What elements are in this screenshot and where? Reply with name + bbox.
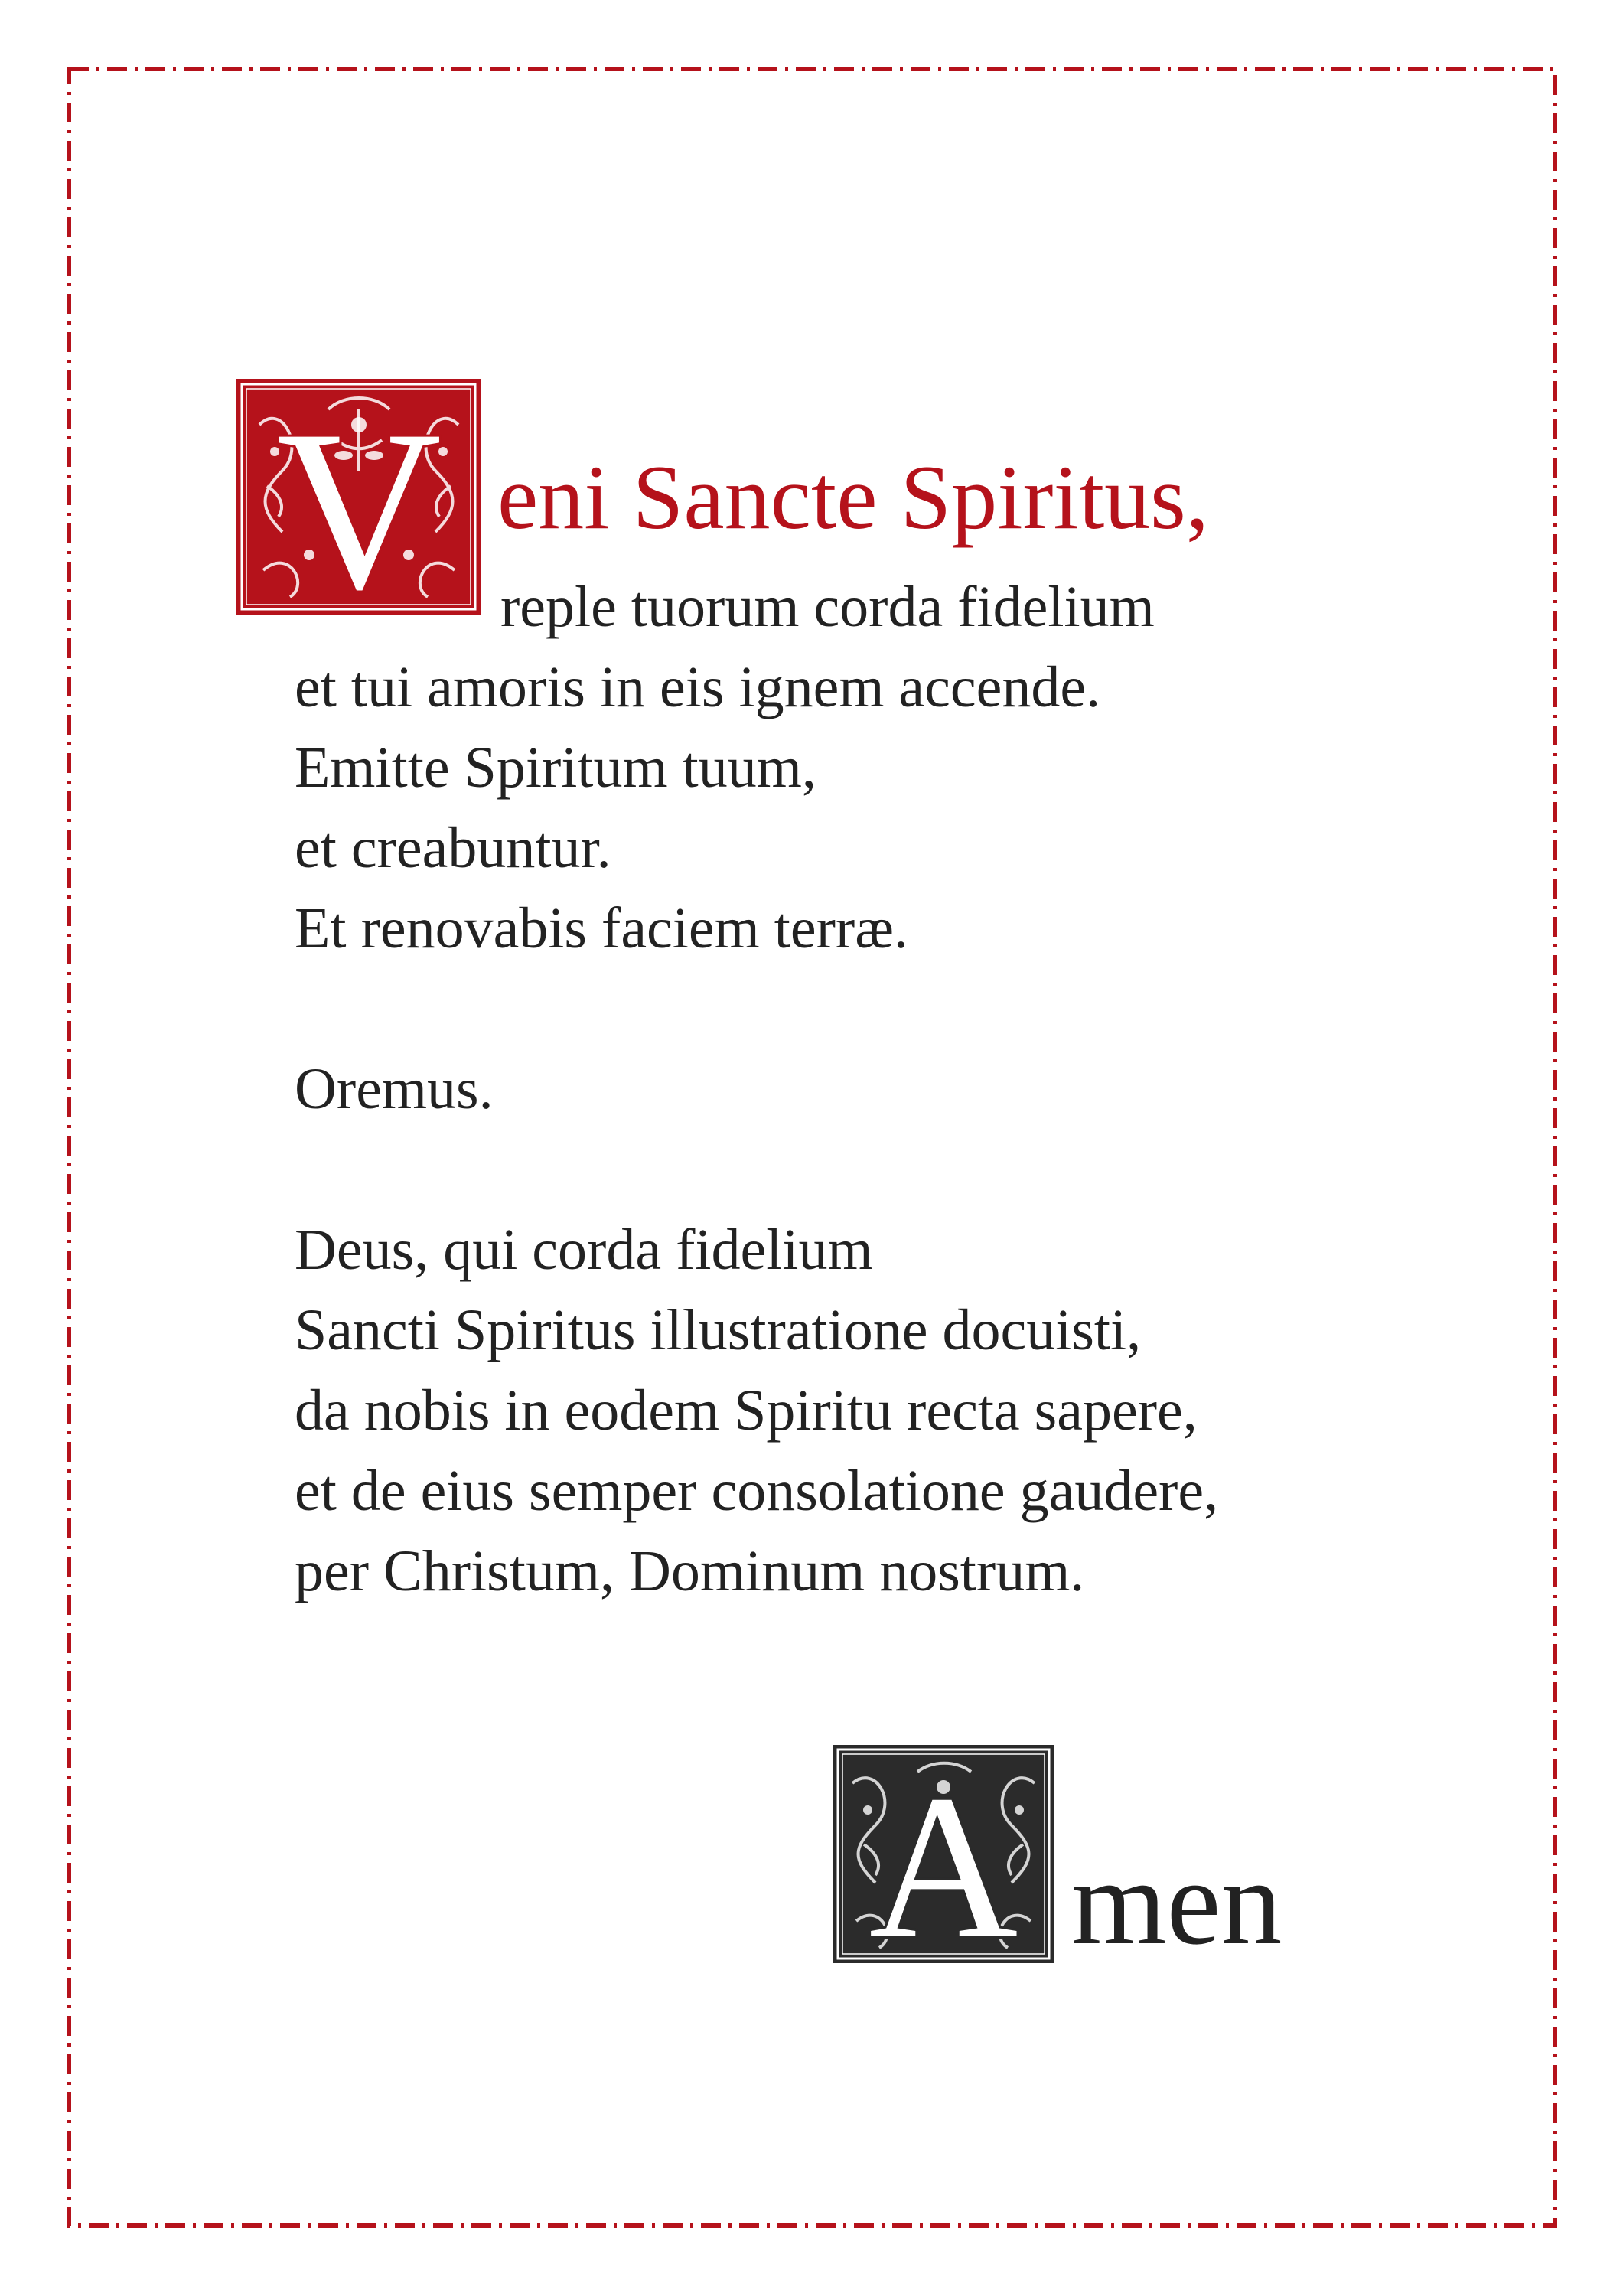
collect-line-5: per Christum, Dominum nostrum. <box>295 1539 1085 1603</box>
drop-cap-v-letter: V <box>275 383 442 615</box>
verse-line-2: et tui amoris in eis ignem accende. <box>295 655 1101 719</box>
drop-cap-a <box>833 1745 1054 1963</box>
ornate-drop-cap-v-icon <box>236 379 481 615</box>
verse-line-3: Emitte Spiritum tuum, <box>295 735 816 800</box>
verse-line-4: et creabuntur. <box>295 816 611 880</box>
amen-text: men <box>1071 1834 1282 1970</box>
verse-line-5: Et renovabis faciem terræ. <box>295 896 908 960</box>
oremus-line: Oremus. <box>295 1057 494 1121</box>
prayer-title: eni Sancte Spiritus, <box>497 446 1209 548</box>
collect-line-2: Sancti Spiritus illustratione docuisti, <box>295 1298 1142 1362</box>
drop-cap-v <box>236 379 481 615</box>
collect-line-3: da nobis in eodem Spiritu recta sapere, <box>295 1378 1198 1443</box>
verse-line-1: reple tuorum corda fidelium <box>500 575 1155 639</box>
collect-line-1: Deus, qui corda fidelium <box>295 1218 873 1282</box>
drop-cap-a-letter: A <box>869 1753 1018 1963</box>
collect-line-4: et de eius semper consolatione gaudere, <box>295 1459 1219 1523</box>
ornate-drop-cap-a-icon <box>833 1745 1054 1963</box>
